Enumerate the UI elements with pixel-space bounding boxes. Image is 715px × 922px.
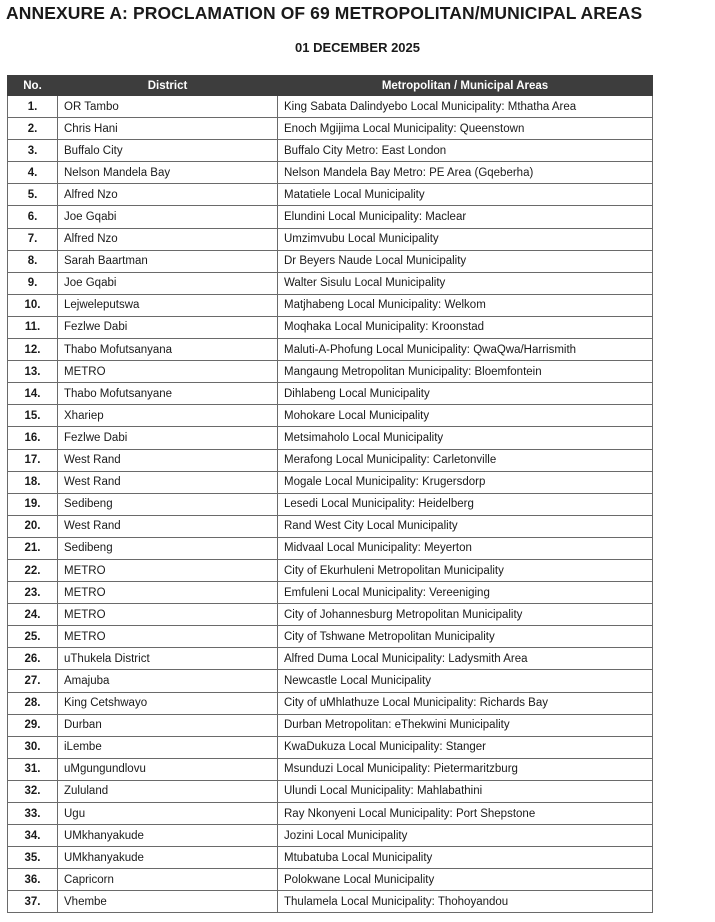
row-municipal-area: Mtubatuba Local Municipality	[278, 847, 653, 869]
row-district: Sarah Baartman	[58, 250, 278, 272]
row-municipal-area: Maluti-A-Phofung Local Municipality: QwaQwa/Harrismith	[278, 339, 653, 361]
row-municipal-area: Moqhaka Local Municipality: Kroonstad	[278, 316, 653, 338]
table-row	[8, 339, 653, 361]
row-district: Alfred Nzo	[58, 184, 278, 206]
table-row	[8, 515, 653, 537]
table-row	[8, 361, 653, 383]
row-number: 6.	[8, 206, 58, 228]
row-municipal-area: Emfuleni Local Municipality: Vereeniging	[278, 582, 653, 604]
header-district: District	[58, 76, 278, 96]
row-municipal-area: Merafong Local Municipality: Carletonville	[278, 449, 653, 471]
row-district: Sedibeng	[58, 537, 278, 559]
row-municipal-area: Dihlabeng Local Municipality	[278, 383, 653, 405]
table-row	[8, 272, 653, 294]
row-number: 34.	[8, 825, 58, 847]
municipal-areas-table	[7, 75, 653, 913]
row-district: Chris Hani	[58, 118, 278, 140]
row-district: West Rand	[58, 515, 278, 537]
row-number: 4.	[8, 162, 58, 184]
table-row	[8, 140, 653, 162]
row-number: 23.	[8, 582, 58, 604]
document-title: ANNEXURE A: PROCLAMATION OF 69 METROPOLITAN/MUNICIPAL AREAS	[6, 3, 643, 23]
row-district: METRO	[58, 559, 278, 581]
row-number: 21.	[8, 537, 58, 559]
row-district: Capricorn	[58, 869, 278, 891]
row-municipal-area: Ray Nkonyeni Local Municipality: Port Shepstone	[278, 803, 653, 825]
table-row	[8, 383, 653, 405]
row-district: Xhariep	[58, 405, 278, 427]
row-municipal-area: City of Johannesburg Metropolitan Municipality	[278, 604, 653, 626]
row-district: UMkhanyakude	[58, 847, 278, 869]
table-row	[8, 493, 653, 515]
row-number: 19.	[8, 493, 58, 515]
row-number: 24.	[8, 604, 58, 626]
row-district: OR Tambo	[58, 96, 278, 118]
row-number: 31.	[8, 758, 58, 780]
table-row	[8, 670, 653, 692]
row-municipal-area: Jozini Local Municipality	[278, 825, 653, 847]
row-number: 10.	[8, 294, 58, 316]
row-district: uMgungundlovu	[58, 758, 278, 780]
row-district: Fezlwe Dabi	[58, 427, 278, 449]
row-municipal-area: City of Ekurhuleni Metropolitan Municipality	[278, 559, 653, 581]
row-number: 18.	[8, 471, 58, 493]
row-municipal-area: Thulamela Local Municipality: Thohoyandou	[278, 891, 653, 913]
row-municipal-area: Rand West City Local Municipality	[278, 515, 653, 537]
table-row	[8, 206, 653, 228]
row-number: 37.	[8, 891, 58, 913]
row-number: 25.	[8, 626, 58, 648]
table-header-row	[8, 76, 653, 96]
row-number: 17.	[8, 449, 58, 471]
row-municipal-area: Nelson Mandela Bay Metro: PE Area (Gqeberha)	[278, 162, 653, 184]
row-municipal-area: Ulundi Local Municipality: Mahlabathini	[278, 780, 653, 802]
row-district: Alfred Nzo	[58, 228, 278, 250]
row-district: Vhembe	[58, 891, 278, 913]
row-number: 14.	[8, 383, 58, 405]
table-row	[8, 471, 653, 493]
table-row	[8, 714, 653, 736]
row-number: 9.	[8, 272, 58, 294]
row-number: 13.	[8, 361, 58, 383]
row-district: uThukela District	[58, 648, 278, 670]
table-row	[8, 648, 653, 670]
table-row	[8, 537, 653, 559]
row-municipal-area: Buffalo City Metro: East London	[278, 140, 653, 162]
row-number: 35.	[8, 847, 58, 869]
row-municipal-area: KwaDukuza Local Municipality: Stanger	[278, 736, 653, 758]
row-municipal-area: City of uMhlathuze Local Municipality: Richards Bay	[278, 692, 653, 714]
table-body	[8, 96, 653, 913]
table-row	[8, 449, 653, 471]
table-row	[8, 162, 653, 184]
row-municipal-area: Matatiele Local Municipality	[278, 184, 653, 206]
row-number: 29.	[8, 714, 58, 736]
row-district: METRO	[58, 604, 278, 626]
table-row	[8, 847, 653, 869]
row-number: 36.	[8, 869, 58, 891]
row-district: Joe Gqabi	[58, 206, 278, 228]
table-row	[8, 825, 653, 847]
table-row	[8, 405, 653, 427]
row-municipal-area: Walter Sisulu Local Municipality	[278, 272, 653, 294]
row-number: 12.	[8, 339, 58, 361]
row-number: 30.	[8, 736, 58, 758]
row-number: 3.	[8, 140, 58, 162]
row-municipal-area: Enoch Mgijima Local Municipality: Queenstown	[278, 118, 653, 140]
row-municipal-area: Metsimaholo Local Municipality	[278, 427, 653, 449]
row-number: 27.	[8, 670, 58, 692]
row-district: Thabo Mofutsanyana	[58, 339, 278, 361]
row-municipal-area: Mangaung Metropolitan Municipality: Bloemfontein	[278, 361, 653, 383]
table-row	[8, 692, 653, 714]
table-row	[8, 96, 653, 118]
row-number: 7.	[8, 228, 58, 250]
row-municipal-area: Durban Metropolitan: eThekwini Municipality	[278, 714, 653, 736]
row-number: 28.	[8, 692, 58, 714]
row-municipal-area: Msunduzi Local Municipality: Pietermaritzburg	[278, 758, 653, 780]
table-row	[8, 582, 653, 604]
table-row	[8, 780, 653, 802]
table-row	[8, 316, 653, 338]
row-municipal-area: King Sabata Dalindyebo Local Municipality: Mthatha Area	[278, 96, 653, 118]
row-district: Amajuba	[58, 670, 278, 692]
row-municipal-area: City of Tshwane Metropolitan Municipality	[278, 626, 653, 648]
table-row	[8, 228, 653, 250]
row-district: METRO	[58, 582, 278, 604]
row-municipal-area: Lesedi Local Municipality: Heidelberg	[278, 493, 653, 515]
row-district: Zululand	[58, 780, 278, 802]
row-district: King Cetshwayo	[58, 692, 278, 714]
table-row	[8, 803, 653, 825]
row-number: 2.	[8, 118, 58, 140]
table-row	[8, 250, 653, 272]
row-number: 5.	[8, 184, 58, 206]
table-row	[8, 736, 653, 758]
row-district: iLembe	[58, 736, 278, 758]
row-municipal-area: Midvaal Local Municipality: Meyerton	[278, 537, 653, 559]
header-areas: Metropolitan / Municipal Areas	[278, 76, 653, 96]
table-row	[8, 184, 653, 206]
row-municipal-area: Alfred Duma Local Municipality: Ladysmith Area	[278, 648, 653, 670]
document-date: 01 DECEMBER 2025	[295, 40, 420, 55]
row-number: 15.	[8, 405, 58, 427]
row-district: Fezlwe Dabi	[58, 316, 278, 338]
table-row	[8, 869, 653, 891]
table-row	[8, 118, 653, 140]
row-number: 26.	[8, 648, 58, 670]
row-number: 16.	[8, 427, 58, 449]
row-municipal-area: Matjhabeng Local Municipality: Welkom	[278, 294, 653, 316]
row-number: 22.	[8, 559, 58, 581]
header-no: No.	[8, 76, 58, 96]
row-district: UMkhanyakude	[58, 825, 278, 847]
table-row	[8, 758, 653, 780]
row-district: West Rand	[58, 471, 278, 493]
row-district: Joe Gqabi	[58, 272, 278, 294]
row-municipal-area: Mohokare Local Municipality	[278, 405, 653, 427]
table-row	[8, 427, 653, 449]
row-municipal-area: Mogale Local Municipality: Krugersdorp	[278, 471, 653, 493]
row-municipal-area: Polokwane Local Municipality	[278, 869, 653, 891]
row-municipal-area: Umzimvubu Local Municipality	[278, 228, 653, 250]
table-row	[8, 604, 653, 626]
row-number: 8.	[8, 250, 58, 272]
row-district: West Rand	[58, 449, 278, 471]
row-number: 32.	[8, 780, 58, 802]
table-row	[8, 294, 653, 316]
table-row	[8, 559, 653, 581]
row-district: Durban	[58, 714, 278, 736]
row-municipal-area: Dr Beyers Naude Local Municipality	[278, 250, 653, 272]
table-row	[8, 626, 653, 648]
row-district: Buffalo City	[58, 140, 278, 162]
row-district: Sedibeng	[58, 493, 278, 515]
row-number: 33.	[8, 803, 58, 825]
row-district: Ugu	[58, 803, 278, 825]
row-district: METRO	[58, 626, 278, 648]
row-number: 20.	[8, 515, 58, 537]
table-row	[8, 891, 653, 913]
row-district: Thabo Mofutsanyane	[58, 383, 278, 405]
row-district: Lejweleputswa	[58, 294, 278, 316]
row-number: 11.	[8, 316, 58, 338]
row-district: Nelson Mandela Bay	[58, 162, 278, 184]
row-number: 1.	[8, 96, 58, 118]
row-municipal-area: Newcastle Local Municipality	[278, 670, 653, 692]
row-district: METRO	[58, 361, 278, 383]
row-municipal-area: Elundini Local Municipality: Maclear	[278, 206, 653, 228]
